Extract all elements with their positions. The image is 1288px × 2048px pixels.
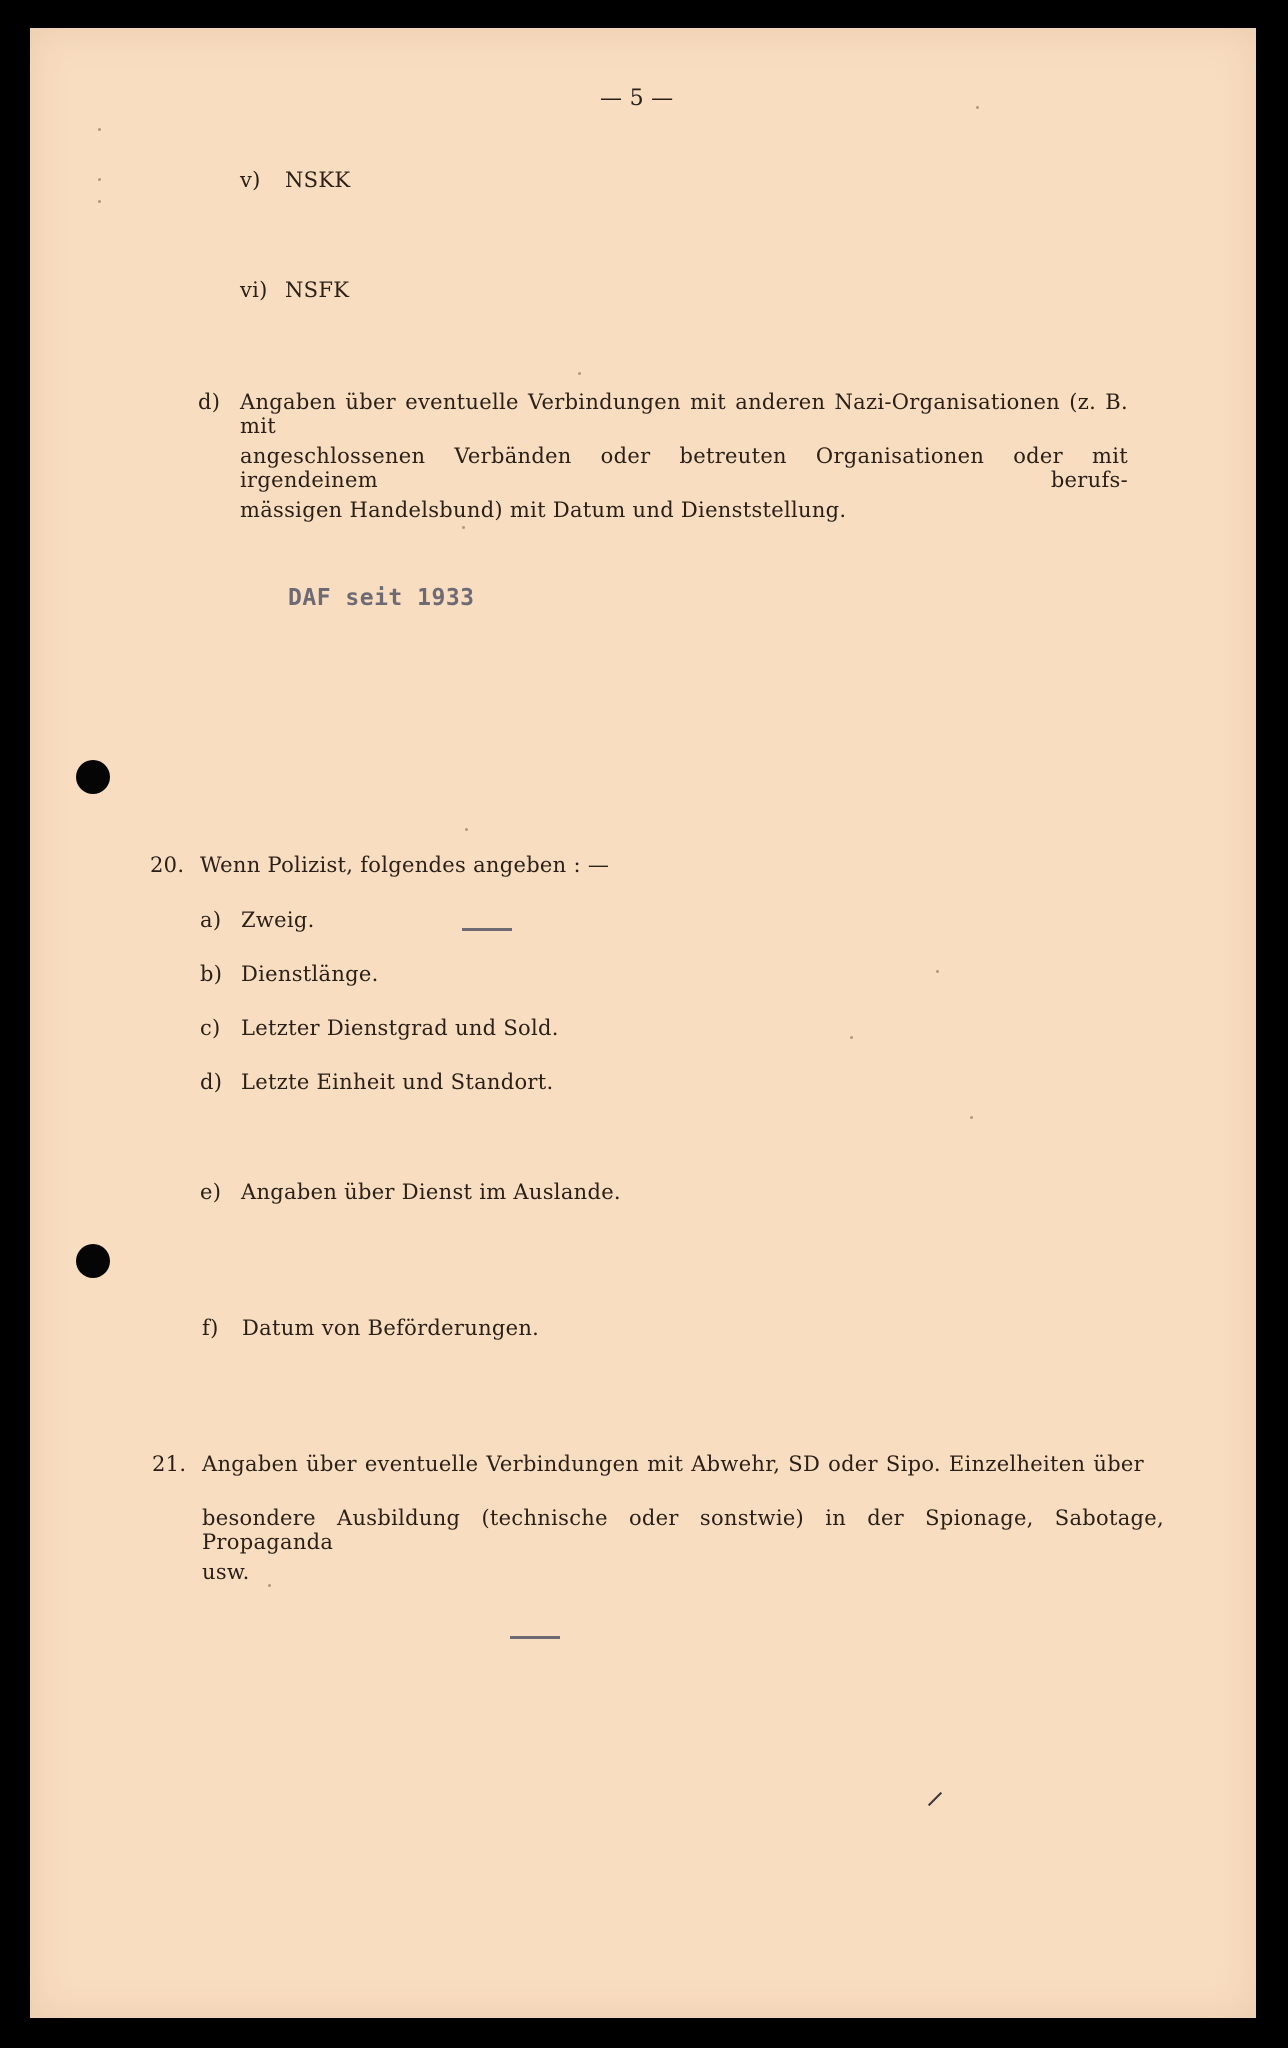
document-page xyxy=(30,28,1256,2018)
q21-line-2: besondere Ausbildung (technische oder sonstwie) in der Spionage, Sabotage, Propaganda xyxy=(202,1506,1164,1554)
q21-number: 21. xyxy=(152,1452,187,1476)
item-vi-text: NSFK xyxy=(285,278,350,302)
punch-hole-lower xyxy=(76,1244,110,1278)
paper-speck xyxy=(976,106,979,109)
paper-speck xyxy=(98,128,101,131)
item-v-label: v) xyxy=(240,168,261,192)
paper-speck xyxy=(268,1584,271,1587)
page-number: — 5 — xyxy=(600,86,674,111)
q20-b-label: b) xyxy=(200,962,223,986)
paper-speck xyxy=(98,200,101,203)
q21-line-3: usw. xyxy=(202,1560,250,1584)
q20-text: Wenn Polizist, folgendes angeben : — xyxy=(200,853,610,877)
paper-speck xyxy=(462,526,465,529)
item-vi-label: vi) xyxy=(240,278,268,302)
typed-dash-mark xyxy=(462,928,512,931)
q20-b-text: Dienstlänge. xyxy=(241,962,379,986)
q20-f-text: Datum von Beförderungen. xyxy=(242,1316,540,1340)
q20-a-text: Zweig. xyxy=(241,908,315,932)
q21-line-1: Angaben über eventuelle Verbindungen mit Abwehr, SD oder Sipo. Einzelheiten über xyxy=(202,1452,1144,1476)
paper-speck xyxy=(465,828,468,831)
typed-answer-daf: DAF seit 1933 xyxy=(288,585,475,611)
paper-speck xyxy=(936,970,939,973)
q20-a-label: a) xyxy=(200,908,222,932)
q20-c-label: c) xyxy=(200,1016,221,1040)
item-d-line-2: angeschlossenen Verbänden oder betreuten Organisationen oder mit irgendeinem berufs- xyxy=(240,444,1128,492)
q20-number: 20. xyxy=(150,853,185,877)
q20-f-label: f) xyxy=(202,1316,219,1340)
q20-d-label: d) xyxy=(200,1070,223,1094)
q20-e-label: e) xyxy=(200,1180,222,1204)
paper-speck xyxy=(578,372,581,375)
paper-speck xyxy=(970,1116,973,1119)
typed-dash-mark-end xyxy=(510,1636,560,1639)
item-d-line-1: Angaben über eventuelle Verbindungen mit anderen Nazi-Organisationen (z. B. mit xyxy=(240,390,1128,438)
q20-c-text: Letzter Dienstgrad und Sold. xyxy=(241,1016,559,1040)
item-d-label: d) xyxy=(198,390,221,414)
item-d-line-3: mässigen Handelsbund) mit Datum und Dienststellung. xyxy=(240,498,847,522)
q20-e-text: Angaben über Dienst im Auslande. xyxy=(241,1180,621,1204)
punch-hole-upper xyxy=(76,760,110,794)
paper-speck xyxy=(98,178,101,181)
pencil-tick-mark xyxy=(928,1792,942,1806)
item-v-text: NSKK xyxy=(285,168,351,192)
q20-d-text: Letzte Einheit und Standort. xyxy=(241,1070,554,1094)
paper-speck xyxy=(850,1036,853,1039)
